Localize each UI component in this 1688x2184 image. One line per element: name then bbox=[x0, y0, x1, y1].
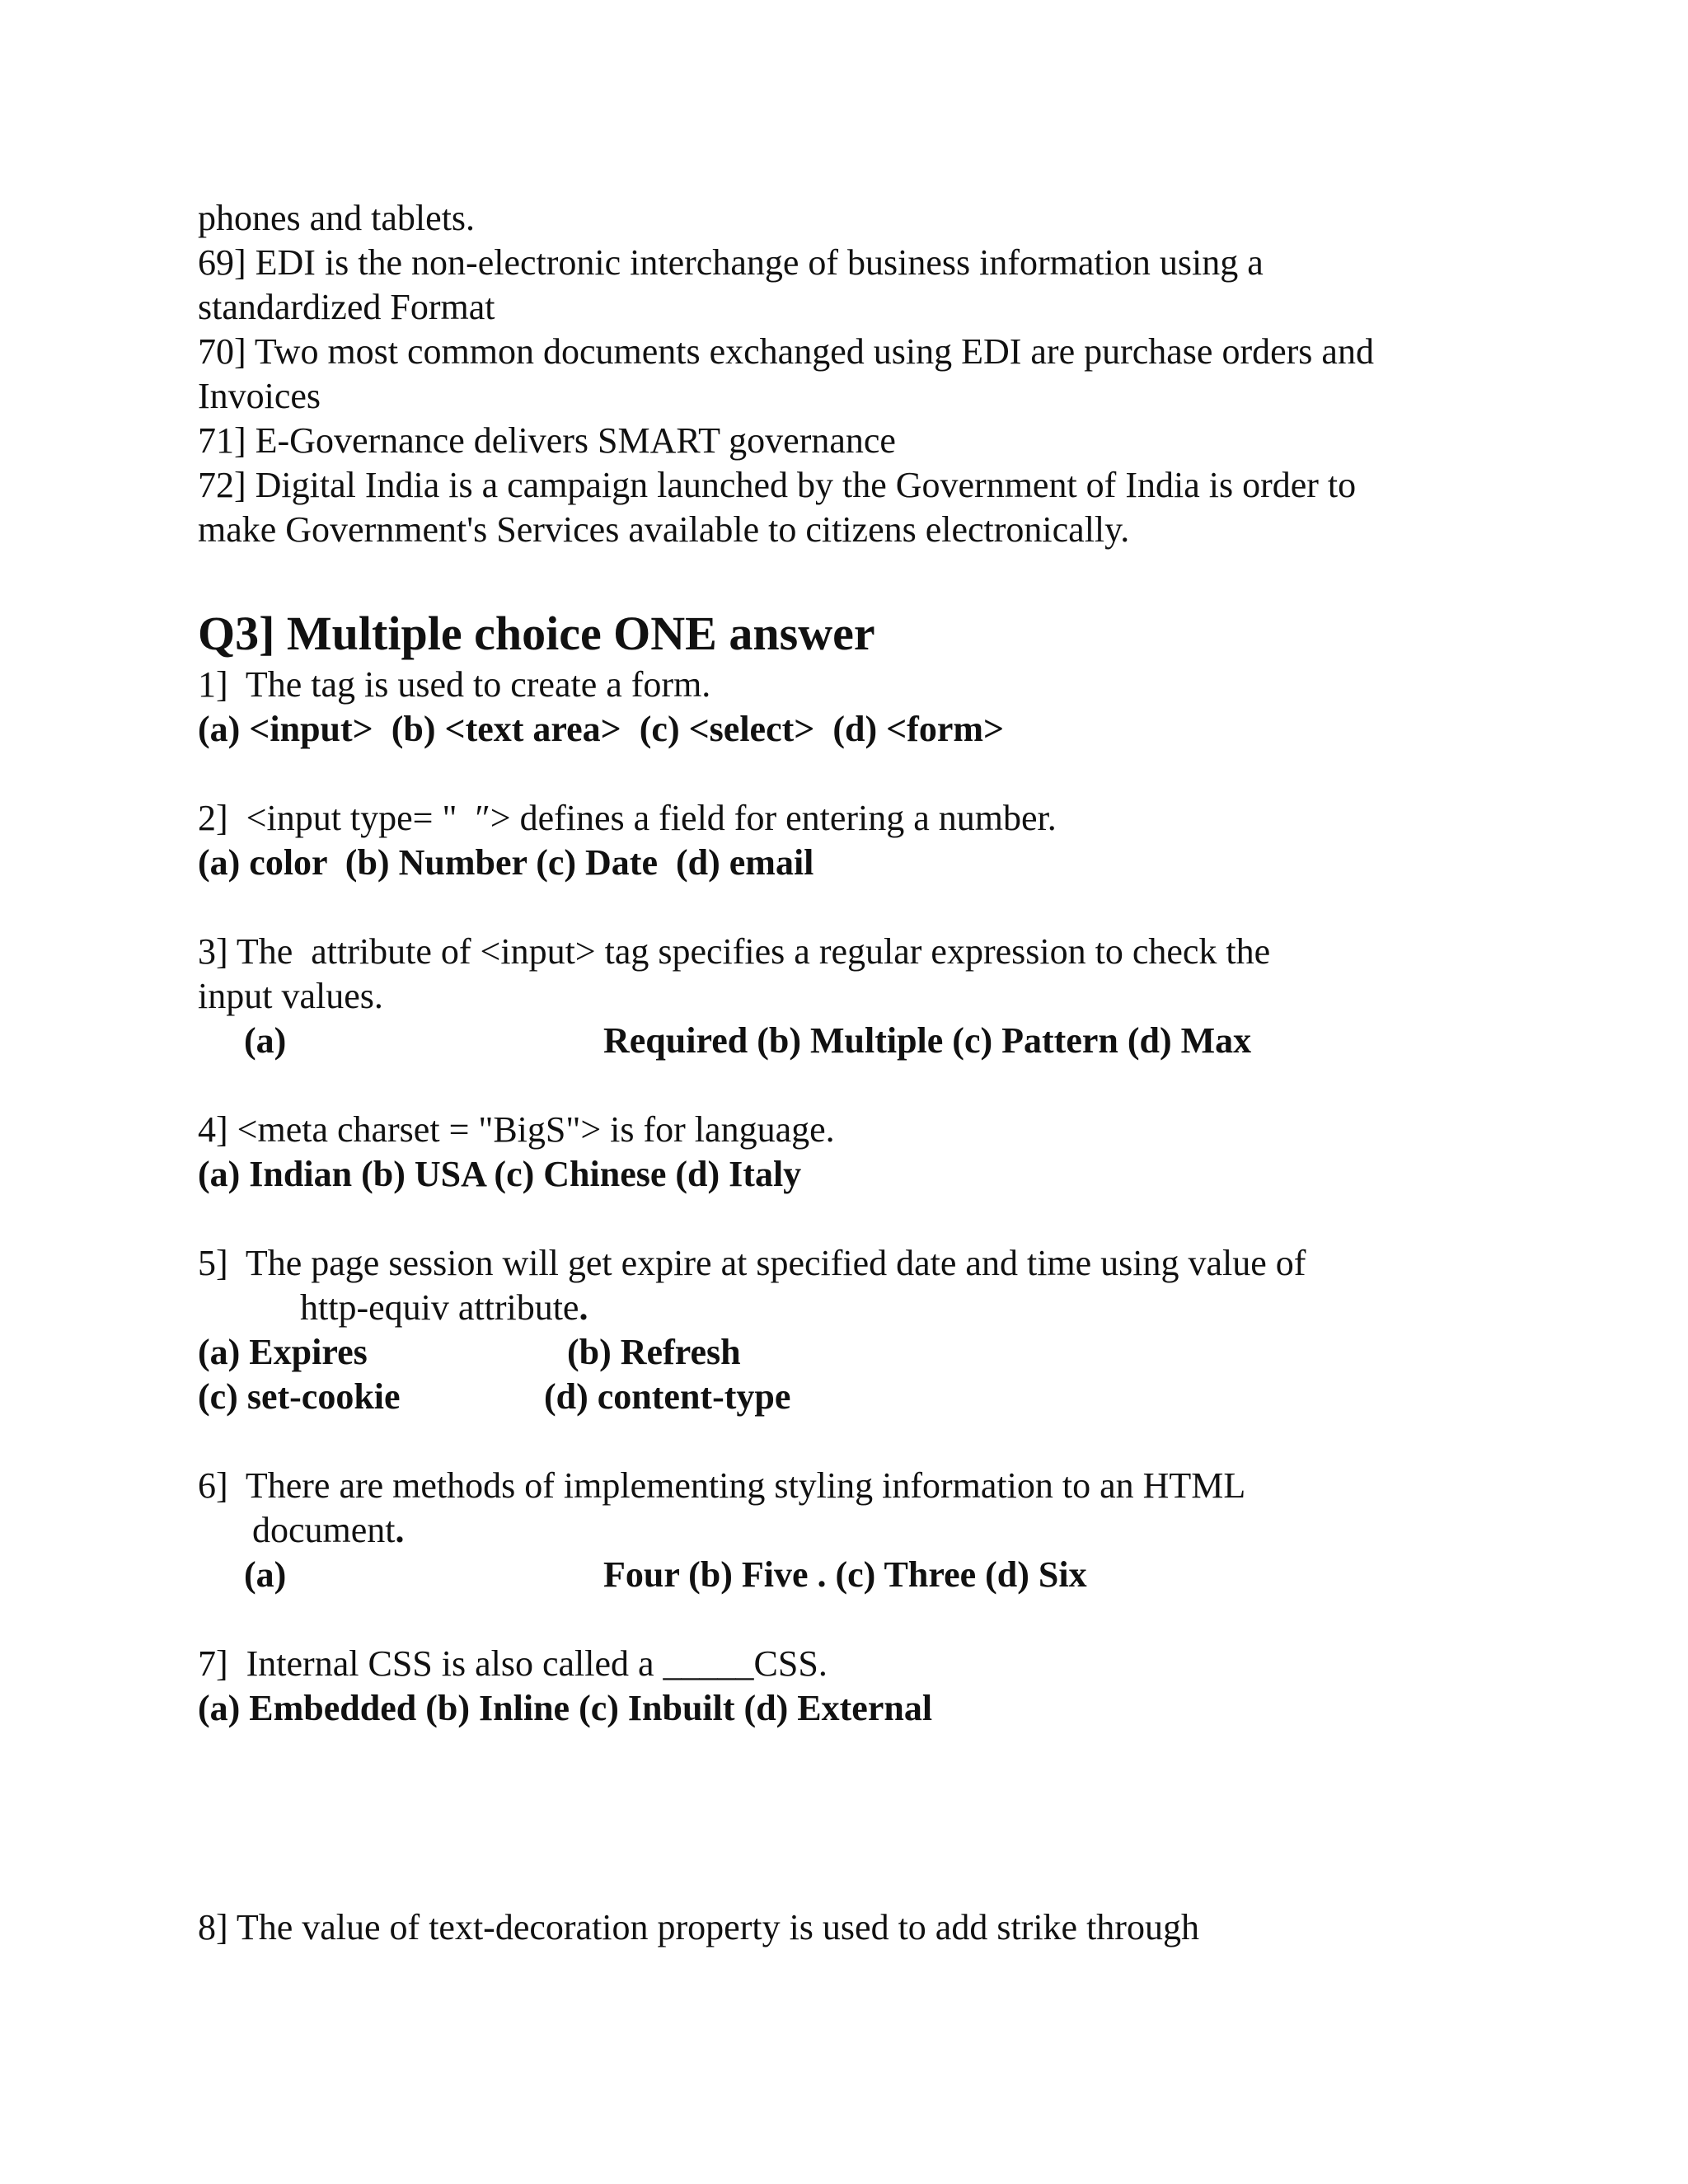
question-5-option-d: (d) content-type bbox=[544, 1376, 791, 1417]
question-5-stem-period: . bbox=[579, 1287, 588, 1328]
question-7-stem: 7] Internal CSS is also called a _____CSS. bbox=[198, 1643, 828, 1684]
question-3-options: Required (b) Multiple (c) Pattern (d) Max bbox=[603, 1020, 1252, 1061]
question-6-stem-line-2 bbox=[252, 1508, 405, 1553]
continuation-line-8: make Government's Services available to citizens electronically. bbox=[198, 509, 1130, 550]
question-6-stem-period: . bbox=[395, 1510, 405, 1550]
question-6-stem-line-1: 6] There are methods of implementing styling information to an HTML bbox=[198, 1465, 1246, 1506]
question-6-stem-text: document bbox=[252, 1510, 396, 1550]
continuation-line-4: 70] Two most common documents exchanged using EDI are purchase orders and bbox=[198, 331, 1374, 372]
question-5-stem-line-1: 5] The page session will get expire at specified date and time using value of bbox=[198, 1243, 1306, 1283]
question-5-stem-text: http-equiv attribute bbox=[300, 1287, 579, 1328]
question-7-options: (a) Embedded (b) Inline (c) Inbuilt (d) External bbox=[198, 1688, 933, 1728]
question-5-option-a: (a) Expires bbox=[198, 1332, 368, 1372]
question-2-stem: 2] <input type= " ″> defines a field for entering a number. bbox=[198, 798, 1057, 838]
question-4-stem: 4] <meta charset = "BigS"> is for language. bbox=[198, 1109, 835, 1150]
continuation-line-1: phones and tablets. bbox=[198, 198, 476, 238]
continuation-line-7: 72] Digital India is a campaign launched by the Government of India is order to bbox=[198, 465, 1357, 505]
continuation-line-3: standardized Format bbox=[198, 287, 495, 327]
continuation-line-5: Invoices bbox=[198, 376, 321, 416]
question-2-options: (a) color (b) Number (c) Date (d) email bbox=[198, 842, 814, 883]
continuation-line-6: 71] E-Governance delivers SMART governance bbox=[198, 420, 896, 461]
section-heading: Q3] Multiple choice ONE answer bbox=[198, 607, 875, 660]
question-5-option-b: (b) Refresh bbox=[567, 1332, 741, 1372]
question-6-option-a-label: (a) bbox=[244, 1554, 287, 1595]
question-4-options: (a) Indian (b) USA (c) Chinese (d) Italy bbox=[198, 1154, 802, 1194]
question-8-stem: 8] The value of text-decoration property is used to add strike through bbox=[198, 1907, 1199, 1947]
question-3-stem-line-2: input values. bbox=[198, 976, 383, 1016]
question-3-option-a-label: (a) bbox=[244, 1020, 287, 1061]
question-5-stem-line-2 bbox=[300, 1286, 588, 1330]
question-5-option-c: (c) set-cookie bbox=[198, 1376, 401, 1417]
question-1-stem: 1] The tag is used to create a form. bbox=[198, 664, 711, 705]
question-3-stem-line-1: 3] The attribute of <input> tag specifies a regular expression to check the bbox=[198, 931, 1271, 972]
question-6-options: Four (b) Five . (c) Three (d) Six bbox=[603, 1554, 1087, 1595]
question-1-options: (a) <input> (b) <text area> (c) <select> (d) <form> bbox=[198, 709, 1005, 749]
continuation-line-2: 69] EDI is the non-electronic interchange of business information using a bbox=[198, 242, 1264, 283]
